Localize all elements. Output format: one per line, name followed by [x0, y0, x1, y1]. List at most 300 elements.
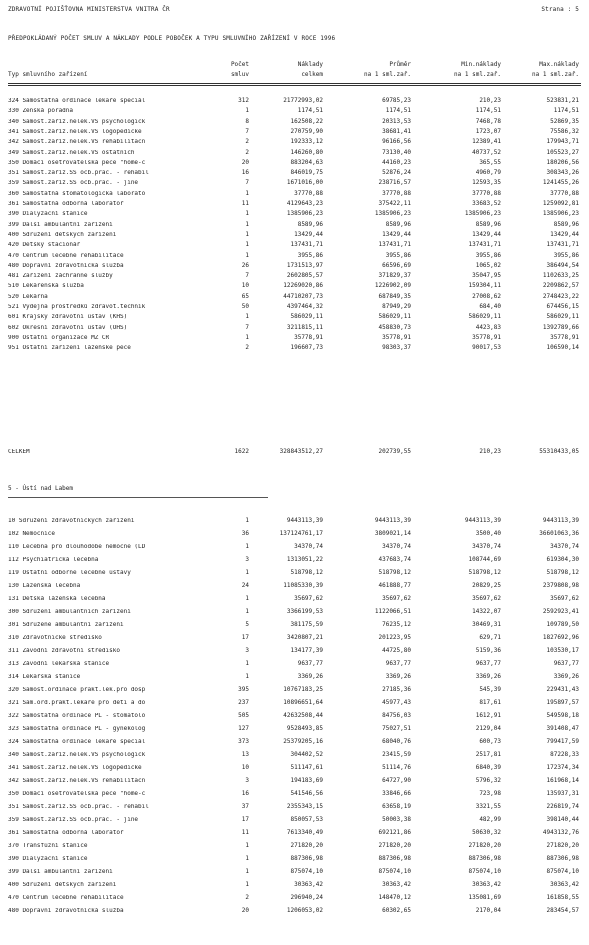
- avg-cell: 63658,19: [382, 803, 411, 810]
- avg-cell: 37770,88: [382, 189, 411, 197]
- min-cell: 9637,77: [475, 660, 501, 667]
- avg-cell: 34370,74: [382, 543, 411, 550]
- count-cell: 237: [238, 699, 249, 706]
- total-cell: 270759,90: [290, 127, 323, 135]
- min-cell: 2517,81: [475, 751, 501, 758]
- type-cell: 521 Výdejna prostředků zdravot.technik: [8, 304, 146, 310]
- min-cell: 2170,04: [475, 907, 501, 914]
- type-cell: 130 Lázeňská léčebna: [8, 583, 81, 589]
- min-cell: 35697,62: [472, 595, 501, 602]
- table-row: [0, 648, 589, 659]
- avg-cell: 51114,76: [382, 764, 411, 771]
- max-cell: 75586,32: [550, 127, 579, 135]
- max-cell: 229431,43: [546, 686, 579, 693]
- type-cell: 322 Samostatná ordinace PL - stomatolo: [8, 713, 146, 719]
- total-cell: 9443113,39: [286, 517, 323, 524]
- type-cell: 400 Sdružení dětských zařízení: [8, 231, 117, 238]
- table-row: [0, 856, 589, 867]
- total-cell: 887306,98: [290, 855, 323, 862]
- avg-cell: 692121,86: [378, 829, 411, 836]
- type-cell: 361 Samostatná odborná laboratoř: [8, 201, 124, 207]
- type-cell: 351 Samost.zaříz.SŠ ocb.prac. - rehabil: [8, 170, 149, 177]
- max-cell: 34370,74: [550, 543, 579, 550]
- section-title: 5 - Ústí nad Labem: [8, 485, 74, 492]
- avg-cell: 687849,35: [378, 292, 411, 300]
- min-cell: 8589,96: [475, 220, 501, 228]
- max-cell: 35778,91: [550, 333, 579, 341]
- type-cell: 131 Dětská lázeňská léčebna: [8, 596, 106, 602]
- table-row: [0, 882, 589, 893]
- min-cell: 1723,07: [475, 127, 501, 135]
- count-cell: 3: [245, 556, 249, 563]
- total-cell: 296940,24: [290, 894, 323, 901]
- total-cell: 12269020,86: [283, 282, 323, 290]
- max-cell: 1241455,26: [542, 179, 579, 187]
- count-cell: 1: [245, 868, 249, 875]
- max-cell: 1385906,23: [542, 210, 579, 218]
- type-cell: 480 Dopravní zdravotnická služba: [8, 908, 124, 914]
- count-cell: 2: [245, 138, 249, 146]
- table-row: [0, 674, 589, 685]
- min-cell: 887306,98: [468, 855, 501, 862]
- count-cell: 1: [245, 673, 249, 680]
- avg-cell: 98303,37: [382, 344, 411, 352]
- max-cell: 195897,57: [546, 699, 579, 706]
- max-cell: 103530,17: [546, 647, 579, 654]
- min-cell: 482,99: [479, 816, 501, 823]
- avg-cell: 84756,03: [382, 712, 411, 719]
- page-number: Strana : 5: [541, 6, 579, 13]
- min-cell: 50630,32: [472, 829, 501, 836]
- min-cell: 3321,55: [475, 803, 501, 810]
- count-cell: 1: [245, 569, 249, 576]
- type-cell: 350 Domácí ošetřovatelská péče "home-c: [8, 159, 146, 166]
- max-cell: 391408,47: [546, 725, 579, 732]
- min-cell: 34370,74: [472, 543, 501, 550]
- count-cell: 2: [245, 894, 249, 901]
- type-cell: 481 Zařízení záchranné služby: [8, 273, 113, 280]
- total-cell: 381175,59: [290, 621, 323, 628]
- max-cell: 518798,12: [546, 569, 579, 576]
- max-cell: 172374,34: [546, 764, 579, 771]
- avg-cell: 437683,74: [378, 556, 411, 563]
- type-cell: 324 Samostatná ordinace lékaře speciál: [8, 739, 146, 745]
- avg-cell: 64727,90: [382, 777, 411, 784]
- table-row: [0, 531, 589, 542]
- max-cell: 1392789,66: [542, 323, 579, 331]
- type-cell: 10 Sdružení zdravotnických zařízení: [8, 518, 135, 524]
- table-row: [0, 895, 589, 906]
- max-cell: 549598,18: [546, 712, 579, 719]
- total-header-line2: celkem: [301, 71, 323, 78]
- type-cell: 300 Sdružení ambulantních zařízení: [8, 609, 131, 615]
- max-cell: 55310433,05: [539, 448, 579, 455]
- min-cell: 5796,32: [475, 777, 501, 784]
- total-cell: 10896651,64: [283, 699, 323, 706]
- total-cell: 137431,71: [290, 241, 323, 249]
- max-cell: 4943132,76: [542, 829, 579, 836]
- max-cell: 9637,77: [553, 660, 579, 667]
- total-cell: 3955,86: [297, 251, 323, 259]
- table-row: [0, 635, 589, 646]
- type-cell: 110 Léčebna pro dlouhodobě nemocné (LD: [8, 544, 146, 550]
- avg-cell: 3369,26: [385, 673, 411, 680]
- total-cell: 44710207,73: [283, 292, 323, 300]
- min-cell: 4423,83: [475, 323, 501, 331]
- table-row: [0, 557, 589, 568]
- type-cell: 400 Sdružení dětských zařízení: [8, 882, 117, 888]
- avg-cell: 875074,10: [378, 868, 411, 875]
- type-cell: 323 Samostatná ordinace PL - gynekolog: [8, 726, 146, 732]
- type-cell: 390 Dialyzační stanice: [8, 856, 88, 862]
- min-cell: 210,23: [479, 448, 501, 455]
- max-cell: 2592923,41: [542, 608, 579, 615]
- max-cell: 105523,27: [546, 148, 579, 156]
- count-cell: 13: [241, 751, 249, 758]
- table-row: [0, 791, 589, 802]
- type-cell: 900 Ostatní organizace MZ ČR: [8, 334, 110, 341]
- count-cell: 1: [245, 333, 249, 341]
- type-cell: 351 Samost.zaříz.SŠ ocb.prac. - rehabil: [8, 804, 149, 810]
- count-cell: 7: [245, 323, 249, 331]
- total-header-line1: Náklady: [297, 61, 323, 68]
- avg-cell: 8589,96: [385, 220, 411, 228]
- max-cell: 180206,56: [546, 158, 579, 166]
- count-cell: 1: [245, 107, 249, 115]
- avg-cell: 50003,38: [382, 816, 411, 823]
- min-cell: 875074,10: [468, 868, 501, 875]
- type-cell: 311 Závodní zdravotní středisko: [8, 648, 120, 654]
- avg-cell: 75027,51: [382, 725, 411, 732]
- type-cell: 340 Samost.zaříz.nelék.VŠ psychologick: [8, 752, 146, 758]
- avg-cell: 9443113,39: [374, 517, 411, 524]
- header-rule-bottom: [8, 85, 581, 86]
- total-cell: 3369,26: [297, 673, 323, 680]
- min-cell: 1385906,23: [464, 210, 501, 218]
- min-cell: 271820,20: [468, 842, 501, 849]
- max-cell: 283454,57: [546, 907, 579, 914]
- total-cell: 9637,77: [297, 660, 323, 667]
- count-cell: 2: [245, 344, 249, 352]
- count-cell: 1: [245, 660, 249, 667]
- total-cell: 11085330,39: [283, 582, 323, 589]
- avg-cell: 271820,20: [378, 842, 411, 849]
- count-cell: 312: [238, 97, 249, 104]
- count-cell: 1: [245, 543, 249, 550]
- type-cell: 359 Samost.zaříz.SŠ ocb.prac. - jiné: [8, 817, 139, 823]
- total-cell: 511147,61: [290, 764, 323, 771]
- total-cell: 196607,73: [290, 344, 323, 352]
- min-cell: 629,71: [479, 634, 501, 641]
- count-cell: 7: [245, 272, 249, 280]
- max-cell: 137431,71: [546, 241, 579, 249]
- count-cell: 1: [245, 608, 249, 615]
- min-cell: 2129,04: [475, 725, 501, 732]
- count-cell: 1: [245, 855, 249, 862]
- total-cell: 304402,52: [290, 751, 323, 758]
- type-cell: 390 Dialyzační stanice: [8, 211, 88, 218]
- count-cell: 65: [241, 292, 249, 300]
- type-cell: 341 Samost.zaříz.nelék.VŠ logopedické: [8, 765, 142, 771]
- max-cell: 887306,98: [546, 855, 579, 862]
- min-cell: 14322,07: [472, 608, 501, 615]
- table-row: [0, 739, 589, 750]
- count-header-line2: smluv: [230, 71, 249, 78]
- count-cell: 11: [241, 829, 249, 836]
- count-cell: 10: [241, 764, 249, 771]
- max-cell: 1827692,96: [542, 634, 579, 641]
- min-cell: 30469,31: [472, 621, 501, 628]
- max-cell: 523831,21: [546, 97, 579, 104]
- section-rule: [8, 497, 268, 498]
- max-cell: 308343,26: [546, 169, 579, 177]
- type-cell: 470 Centrum léčebné rehabilitace: [8, 252, 124, 259]
- total-cell: 1174,51: [297, 107, 323, 115]
- min-cell: 1065,02: [475, 261, 501, 269]
- max-cell: 30363,42: [550, 881, 579, 888]
- type-cell: CELKEM: [8, 449, 30, 455]
- avg-cell: 23415,59: [382, 751, 411, 758]
- total-cell: 9528493,85: [286, 725, 323, 732]
- max-cell: 2209862,57: [542, 282, 579, 290]
- avg-cell: 518798,12: [378, 569, 411, 576]
- total-cell: 34370,74: [294, 543, 323, 550]
- table-row: [0, 765, 589, 776]
- count-cell: 395: [238, 686, 249, 693]
- table-row: [0, 778, 589, 789]
- count-cell: 50: [241, 303, 249, 310]
- min-cell: 40737,52: [472, 148, 501, 156]
- min-cell: 3955,86: [475, 251, 501, 259]
- count-cell: 24: [241, 582, 249, 589]
- table-row: [0, 687, 589, 698]
- min-cell: 586029,11: [468, 313, 501, 321]
- max-cell: 9443113,39: [542, 517, 579, 524]
- total-cell: 850057,53: [290, 816, 323, 823]
- total-cell: 42632508,44: [283, 712, 323, 719]
- table-row: [0, 449, 589, 460]
- count-cell: 10: [241, 282, 249, 290]
- count-cell: 16: [241, 790, 249, 797]
- count-cell: 1: [245, 241, 249, 249]
- total-cell: 25379205,16: [283, 738, 323, 745]
- count-cell: 20: [241, 907, 249, 914]
- type-cell: 102 Nemocnice: [8, 531, 55, 537]
- max-cell: 674456,15: [546, 303, 579, 310]
- max-cell: 161968,14: [546, 777, 579, 784]
- avg-cell: 69785,23: [382, 97, 411, 104]
- type-cell: 361 Samostatná odborná laboratoř: [8, 830, 124, 836]
- max-cell: 619304,30: [546, 556, 579, 563]
- avg-cell: 586029,11: [378, 313, 411, 321]
- count-header-line1: Počet: [230, 61, 249, 68]
- type-cell: 301 Sdružené ambulantní zařízení: [8, 622, 124, 628]
- min-cell: 20829,25: [472, 582, 501, 589]
- total-cell: 1385906,23: [286, 210, 323, 218]
- max-cell: 52869,35: [550, 117, 579, 125]
- table-row: [0, 622, 589, 633]
- type-cell: 324 Samostatná ordinace lékaře speciál: [8, 98, 146, 104]
- count-cell: 26: [241, 261, 249, 269]
- total-cell: 194183,69: [290, 777, 323, 784]
- count-cell: 3: [245, 647, 249, 654]
- count-cell: 1622: [234, 448, 249, 455]
- type-cell: 360 Samostatná stomatologická laborato: [8, 190, 146, 197]
- total-cell: 328843512,27: [279, 448, 323, 455]
- count-cell: 17: [241, 634, 249, 641]
- table-row: [0, 661, 589, 672]
- table-row: [0, 804, 589, 815]
- total-cell: 1731513,97: [286, 261, 323, 269]
- type-cell: 349 Samost.zaříz.nelék.VŠ ostatních: [8, 149, 135, 156]
- type-cell: 420 Dětský stacionář: [8, 242, 81, 249]
- max-cell: 3369,26: [553, 673, 579, 680]
- count-cell: 1: [245, 842, 249, 849]
- total-cell: 162508,22: [290, 117, 323, 125]
- total-cell: 586029,11: [290, 313, 323, 321]
- avg-cell: 33846,66: [382, 790, 411, 797]
- min-cell: 27008,62: [472, 292, 501, 300]
- avg-cell: 73130,40: [382, 148, 411, 156]
- min-cell: 30363,42: [472, 881, 501, 888]
- max-header-line1: Max.náklady: [539, 61, 579, 68]
- max-cell: 3955,86: [553, 251, 579, 259]
- count-cell: 1: [245, 189, 249, 197]
- count-cell: 7: [245, 127, 249, 135]
- type-cell: 480 Dopravní zdravotnická služba: [8, 262, 124, 269]
- avg-cell: 27185,36: [382, 686, 411, 693]
- avg-header-line2: na 1 sml.zař.: [364, 71, 411, 78]
- min-cell: 600,73: [479, 738, 501, 745]
- type-cell: 359 Samost.zaříz.SŠ ocb.prac. - jiné: [8, 180, 139, 187]
- max-cell: 386494,54: [546, 261, 579, 269]
- avg-cell: 371829,37: [378, 272, 411, 280]
- avg-cell: 45977,43: [382, 699, 411, 706]
- total-cell: 883204,63: [290, 158, 323, 166]
- min-cell: 7468,78: [475, 117, 501, 125]
- total-cell: 875074,10: [290, 868, 323, 875]
- total-cell: 3211815,11: [286, 323, 323, 331]
- min-cell: 3500,40: [475, 530, 501, 537]
- min-cell: 35047,95: [472, 272, 501, 280]
- table-row: [0, 908, 589, 919]
- total-cell: 2355343,15: [286, 803, 323, 810]
- total-cell: 518798,12: [290, 569, 323, 576]
- table-row: [0, 700, 589, 711]
- max-cell: 271820,20: [546, 842, 579, 849]
- type-cell: 310 Zdravotnické středisko: [8, 635, 102, 641]
- table-row: [0, 752, 589, 763]
- count-cell: 1: [245, 595, 249, 602]
- min-cell: 35778,91: [472, 333, 501, 341]
- avg-cell: 87949,29: [382, 303, 411, 310]
- total-cell: 846019,75: [290, 169, 323, 177]
- min-cell: 12593,35: [472, 179, 501, 187]
- avg-cell: 35778,91: [382, 333, 411, 341]
- max-cell: 135937,31: [546, 790, 579, 797]
- avg-cell: 887306,98: [378, 855, 411, 862]
- count-cell: 373: [238, 738, 249, 745]
- max-cell: 1102633,25: [542, 272, 579, 280]
- count-cell: 1: [245, 313, 249, 321]
- type-header: Typ smluvního zařízení: [8, 71, 88, 78]
- table-row: [0, 843, 589, 854]
- avg-cell: 148470,12: [378, 894, 411, 901]
- type-cell: 470 Centrum léčebné rehabilitace: [8, 895, 124, 901]
- count-cell: 1: [245, 251, 249, 259]
- count-cell: 1: [245, 220, 249, 228]
- min-cell: 723,98: [479, 790, 501, 797]
- min-cell: 4960,79: [475, 169, 501, 177]
- type-cell: 119 Ostatní odborné léčebné ústavy: [8, 570, 131, 576]
- avg-cell: 30363,42: [382, 881, 411, 888]
- table-row: [0, 830, 589, 841]
- count-cell: 1: [245, 517, 249, 524]
- total-cell: 192333,12: [290, 138, 323, 146]
- avg-cell: 1174,51: [385, 107, 411, 115]
- min-cell: 13429,44: [472, 230, 501, 238]
- max-cell: 1259092,81: [542, 200, 579, 207]
- max-cell: 36601063,36: [539, 530, 579, 537]
- min-cell: 3369,26: [475, 673, 501, 680]
- table-row: [0, 518, 589, 529]
- type-cell: 314 Lékařská stanice: [8, 674, 81, 680]
- min-cell: 5159,36: [475, 647, 501, 654]
- avg-cell: 1385906,23: [374, 210, 411, 218]
- min-cell: 518798,12: [468, 569, 501, 576]
- type-cell: 313 Závodní lékařská stanice: [8, 661, 110, 667]
- total-cell: 1313051,22: [286, 556, 323, 563]
- total-cell: 271820,20: [290, 842, 323, 849]
- avg-cell: 35697,62: [382, 595, 411, 602]
- total-cell: 21772993,02: [283, 97, 323, 104]
- type-cell: 350 Domácí ošetřovatelská péče "home-c: [8, 791, 146, 797]
- header-rule-top: [8, 83, 581, 84]
- max-cell: 799417,59: [546, 738, 579, 745]
- table-row: [0, 583, 589, 594]
- avg-cell: 60302,65: [382, 907, 411, 914]
- type-cell: 399 Další ambulantní zařízení: [8, 869, 113, 875]
- total-cell: 35697,62: [294, 595, 323, 602]
- min-cell: 6840,39: [475, 764, 501, 771]
- total-cell: 4397464,32: [286, 303, 323, 310]
- type-cell: 321 Sam.ord.prakt.lékaře pro děti a do: [8, 700, 146, 706]
- total-cell: 134177,39: [290, 647, 323, 654]
- avg-cell: 76235,12: [382, 621, 411, 628]
- avg-cell: 20313,53: [382, 117, 411, 125]
- count-cell: 2: [245, 148, 249, 156]
- table-row: [0, 596, 589, 607]
- total-cell: 7613340,49: [286, 829, 323, 836]
- type-cell: 320 Samost.ordinace prakt.lék.pro dosp: [8, 687, 146, 693]
- total-cell: 137124761,17: [279, 530, 323, 537]
- count-cell: 1: [245, 210, 249, 218]
- max-cell: 2379808,98: [542, 582, 579, 589]
- avg-cell: 52876,24: [382, 169, 411, 177]
- min-header-line2: na 1 sml.zař.: [454, 71, 501, 78]
- avg-cell: 458830,73: [378, 323, 411, 331]
- avg-cell: 375422,11: [378, 200, 411, 207]
- type-cell: 112 Psychiatrická léčebna: [8, 557, 99, 563]
- max-cell: 161858,55: [546, 894, 579, 901]
- min-cell: 33683,52: [472, 200, 501, 207]
- avg-cell: 44160,23: [382, 158, 411, 166]
- max-cell: 87228,33: [550, 751, 579, 758]
- total-cell: 1206053,02: [286, 907, 323, 914]
- count-cell: 127: [238, 725, 249, 732]
- avg-cell: 96166,56: [382, 138, 411, 146]
- type-cell: 340 Samost.zaříz.nelék.VŠ psychologick: [8, 118, 146, 125]
